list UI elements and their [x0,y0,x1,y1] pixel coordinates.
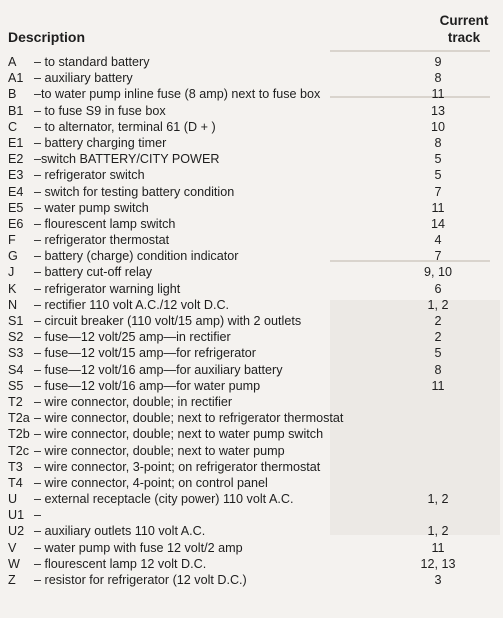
component-code: A [8,55,17,69]
component-code: J [8,265,15,280]
component-code: T2a [8,411,30,426]
component-description: – battery cut-off relay [34,265,153,280]
component-description: – [34,508,42,523]
current-track-column-heading: Current track [439,13,489,45]
current-track-value: 5 [434,152,442,167]
component-code: S4 [8,362,24,377]
list-item [0,86,503,102]
component-description: – rectifier 110 volt A.C./12 volt D.C. [34,297,230,312]
component-code: U [8,492,18,507]
component-description: – wire connector, double; next to water pump switch [34,427,324,442]
list-item [0,345,503,361]
component-description: –switch BATTERY/CITY POWER [34,152,220,167]
current-track-value: 11 [431,378,445,393]
current-track-value: 9 [434,55,442,69]
component-code: T2 [8,394,23,409]
component-description: – auxiliary outlets 110 volt A.C. [34,524,206,539]
current-track-value: 8 [434,135,442,150]
component-code: G [8,249,18,264]
current-track-value: 3 [434,573,442,587]
component-code: E4 [8,184,24,199]
component-description: – fuse—12 volt/16 amp—for auxiliary battery [34,362,283,377]
component-code: T4 [8,475,23,490]
list-item [0,248,503,264]
current-track-value: 11 [431,200,445,215]
list-item [0,443,503,459]
list-item [0,103,503,119]
list-item [0,216,503,232]
description-column-heading: Description [8,29,86,45]
list-item [0,459,503,475]
list-item [0,572,503,588]
list-item [0,70,503,86]
component-code: K [8,281,17,296]
component-code: N [8,297,18,312]
list-item [0,410,503,426]
component-description: – wire connector, double; in rectifier [34,394,233,409]
list-item [0,135,503,151]
component-description: – flourescent lamp 12 volt D.C. [34,556,207,571]
list-item [0,167,503,183]
component-description: – refrigerator switch [34,168,145,183]
component-code: E3 [8,168,24,183]
component-description: – flourescent lamp switch [34,216,176,231]
component-description: – battery charging timer [34,135,167,150]
component-code: E6 [8,216,24,231]
current-track-value: 11 [431,87,445,102]
current-track-value: 2 [434,314,442,328]
current-track-value: 13 [430,103,445,118]
component-description: – circuit breaker (110 volt/15 amp) with 2 outlets [34,314,302,328]
component-code: A1 [8,71,24,86]
component-code: B [8,87,17,102]
list-item [0,281,503,297]
component-description: – to alternator, terminal 61 (D + ) [34,119,216,134]
list-item [0,475,503,491]
list-item [0,491,503,507]
component-description: – fuse—12 volt/15 amp—for refrigerator [34,346,256,361]
current-track-value: 5 [434,346,442,361]
component-code: B1 [8,103,24,118]
component-code: T2c [8,443,29,458]
list-item [0,232,503,248]
component-code: W [8,556,20,571]
component-code: U1 [8,508,25,523]
component-code: E5 [8,200,24,215]
list-item [0,297,503,313]
current-track-value: 4 [434,233,442,248]
list-item [0,184,503,200]
component-description: – external receptacle (city power) 110 volt A.C. [34,492,294,507]
component-description: – to standard battery [34,55,150,69]
list-item [0,540,503,556]
component-description: – wire connector, 3-point; on refrigerator thermostat [34,459,321,474]
component-code: U2 [8,524,25,539]
component-code: F [8,233,16,248]
component-description: – water pump with fuse 12 volt/2 amp [34,540,243,555]
component-description: – fuse—12 volt/25 amp—in rectifier [34,330,231,345]
component-code: T3 [8,459,23,474]
component-code: S1 [8,314,24,328]
component-description: – refrigerator warning light [34,281,181,296]
list-item [0,151,503,167]
component-description: – switch for testing battery condition [34,184,235,199]
component-description: – wire connector, 4-point; on control panel [34,475,268,490]
current-track-value: 1, 2 [427,492,449,507]
list-item [0,378,503,394]
component-description: – resistor for refrigerator (12 volt D.C.) [34,573,247,587]
current-track-value: 1, 2 [427,524,449,539]
current-track-value: 1, 2 [427,297,449,312]
current-track-value: 12, 13 [420,556,456,571]
component-description: – wire connector, double; next to water pump [34,443,285,458]
component-description: – water pump switch [34,200,149,215]
component-code: E2 [8,152,24,167]
current-track-value: 11 [431,540,445,555]
current-track-value: 7 [434,184,442,199]
current-track-value: 7 [434,249,442,264]
list-item [0,200,503,216]
component-description: – auxiliary battery [34,71,133,86]
component-code: S3 [8,346,24,361]
component-description: – battery (charge) condition indicator [34,249,239,264]
list-item [0,523,503,539]
list-item [0,507,503,523]
list-item [0,362,503,378]
list-item [0,313,503,329]
component-code: E1 [8,135,24,150]
component-description: – wire connector, double; next to refrigerator thermostat [34,411,344,426]
component-description: – to fuse S9 in fuse box [34,103,166,118]
component-code: S5 [8,378,24,393]
list-item [0,119,503,135]
list-item [0,329,503,345]
list-item [0,394,503,410]
current-track-value: 2 [434,330,442,345]
current-track-value: 8 [434,71,442,86]
component-description: –to water pump inline fuse (8 amp) next to fuse box [34,87,321,102]
list-item [0,54,503,70]
list-item [0,264,503,280]
component-list [0,54,503,588]
component-description: – refrigerator thermostat [34,233,170,248]
table-header [0,0,503,48]
current-track-value: 10 [430,119,445,134]
component-code: T2b [8,427,30,442]
component-description: – fuse—12 volt/16 amp—for water pump [34,378,261,393]
current-track-value: 5 [434,168,442,183]
current-track-value: 6 [434,281,442,296]
current-track-value: 8 [434,362,442,377]
bleed-through-rule [330,50,490,52]
component-code: C [8,119,18,134]
component-code: S2 [8,330,24,345]
current-track-value: 14 [430,216,445,231]
component-code: Z [8,573,16,587]
component-code: V [8,540,17,555]
current-track-value: 9, 10 [423,265,452,280]
list-item [0,426,503,442]
list-item [0,556,503,572]
